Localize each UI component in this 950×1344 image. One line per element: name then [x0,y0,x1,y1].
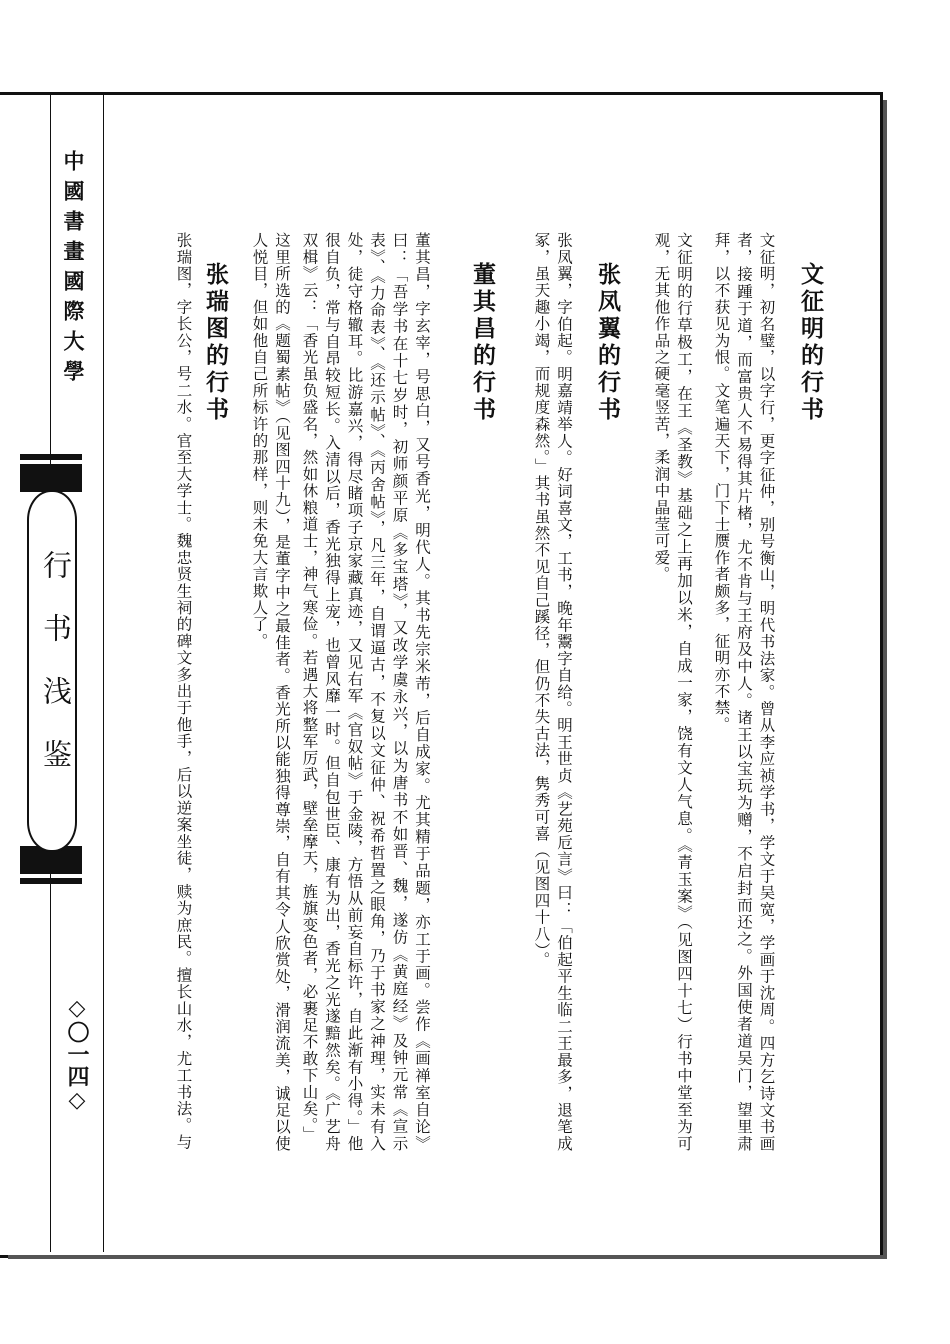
paragraph-zhang-fengyi: 张凤翼，字伯起。明嘉靖举人。好词喜文，工书，晚年鬻字自给。明王世贞《艺苑卮言》曰：「伯起平生临二王最多，退笔成冢，虽天趣小竭，而规度森然。」其书虽然不见自己蹊径，但仍不失古法，隽秀可喜（见图四十八）。 [532,232,573,1152]
paragraph-dong-qichang-1: 董其昌，字玄宰，号思白，又号香光，明代人。其书先宗米芾，后自成家。尤其精于品题，亦工于画。尝作《画禅室自论》曰：「吾学书在十七岁时，初师颜平原《多宝塔》，又改学虞永兴，以为唐书不如晋、魏，遂仿《黄庭经》及钟元常《宣示表》、《力命表》、《还示帖》、《丙舍帖》，凡三年，自谓逼古，不复以文征仲、祝希哲置之眼角，乃于书家之神理，实未有入处，徒守格辙耳。比游嘉兴，得尽睹项子京家藏真迹，又见右军《官奴帖》于金陵，方悟从前妄自标许，自此渐有小得。」他很自负，常与自昂较短长。入清以后，香光独得上宠，也曾风靡一时。但自包世臣、康有为出，香光之光遂黯然矣。《广艺舟双楫》云：「香光虽负盛名，然如休粮道士，神气寒俭。若遇大将整军厉武，壁垒摩天，旌旗变色者，必裹足不敢下山矣。」 [300,232,431,1152]
book-title-emblem [20,454,82,884]
paragraph-zhang-ruitu: 张瑞图，字长公，号二水。官至大学士。魏忠贤生祠的碑文多出于他手，后以逆案坐徒，赎为庶民。擅长山水，尤工书法。与 [174,232,193,1151]
paragraph-wen-zhengming-2: 文征明的行草极工，在王《圣教》基础之上再加以米，自成一家，饶有文人气息。《青玉案》（见图四十七）行书中堂至为可观，无其他作品之硬毫竖苦，柔润中晶莹可爱。 [652,232,693,1152]
emblem-bar-bottom [20,878,82,884]
frame-shadow-bottom [8,1255,887,1259]
university-name: 中國書畫國際大學 [61,150,86,390]
emblem-band-top [20,464,82,492]
book-title: 行书浅鉴 [39,550,73,802]
section-heading-zhang-fengyi: 张凤翼的行书 [594,262,621,424]
paragraph-dong-qichang-2: 这里所选的《题蜀素帖》（见图四十九），是董字中之最佳者。香光所以能独得尊崇，自有其令人欣赏处，滑润流美，诚足以使人悦目，但如他自己所标许的那样，则未免大言欺人了。 [250,232,291,1152]
page-number: ◇〇一四◇ [64,995,90,1113]
frame-shadow-right [883,100,887,1255]
section-heading-wen-zhengming: 文征明的行书 [797,262,824,424]
emblem-bar-top [20,454,82,460]
section-heading-dong-qichang: 董其昌的行书 [469,262,496,424]
paragraph-wen-zhengming-1: 文征明，初名璧，以字行，更字征仲，别号衡山，明代书法家。曾从李应祯学书，学文于吴宽，学画于沈周。四方乞诗文书画者，接踵于道，而富贵人不易得其片楮，尤不肯与王府及中人。诸王以宝玩为赠，不启封而还之。外国使者道吴门，望里肃拜，以不获见为恨。文笔遍天下，门下士赝作者颇多，征明亦不禁。 [712,232,776,1152]
section-heading-zhang-ruitu: 张瑞图的行书 [202,262,229,424]
sidebar-rule-right [103,95,104,1252]
